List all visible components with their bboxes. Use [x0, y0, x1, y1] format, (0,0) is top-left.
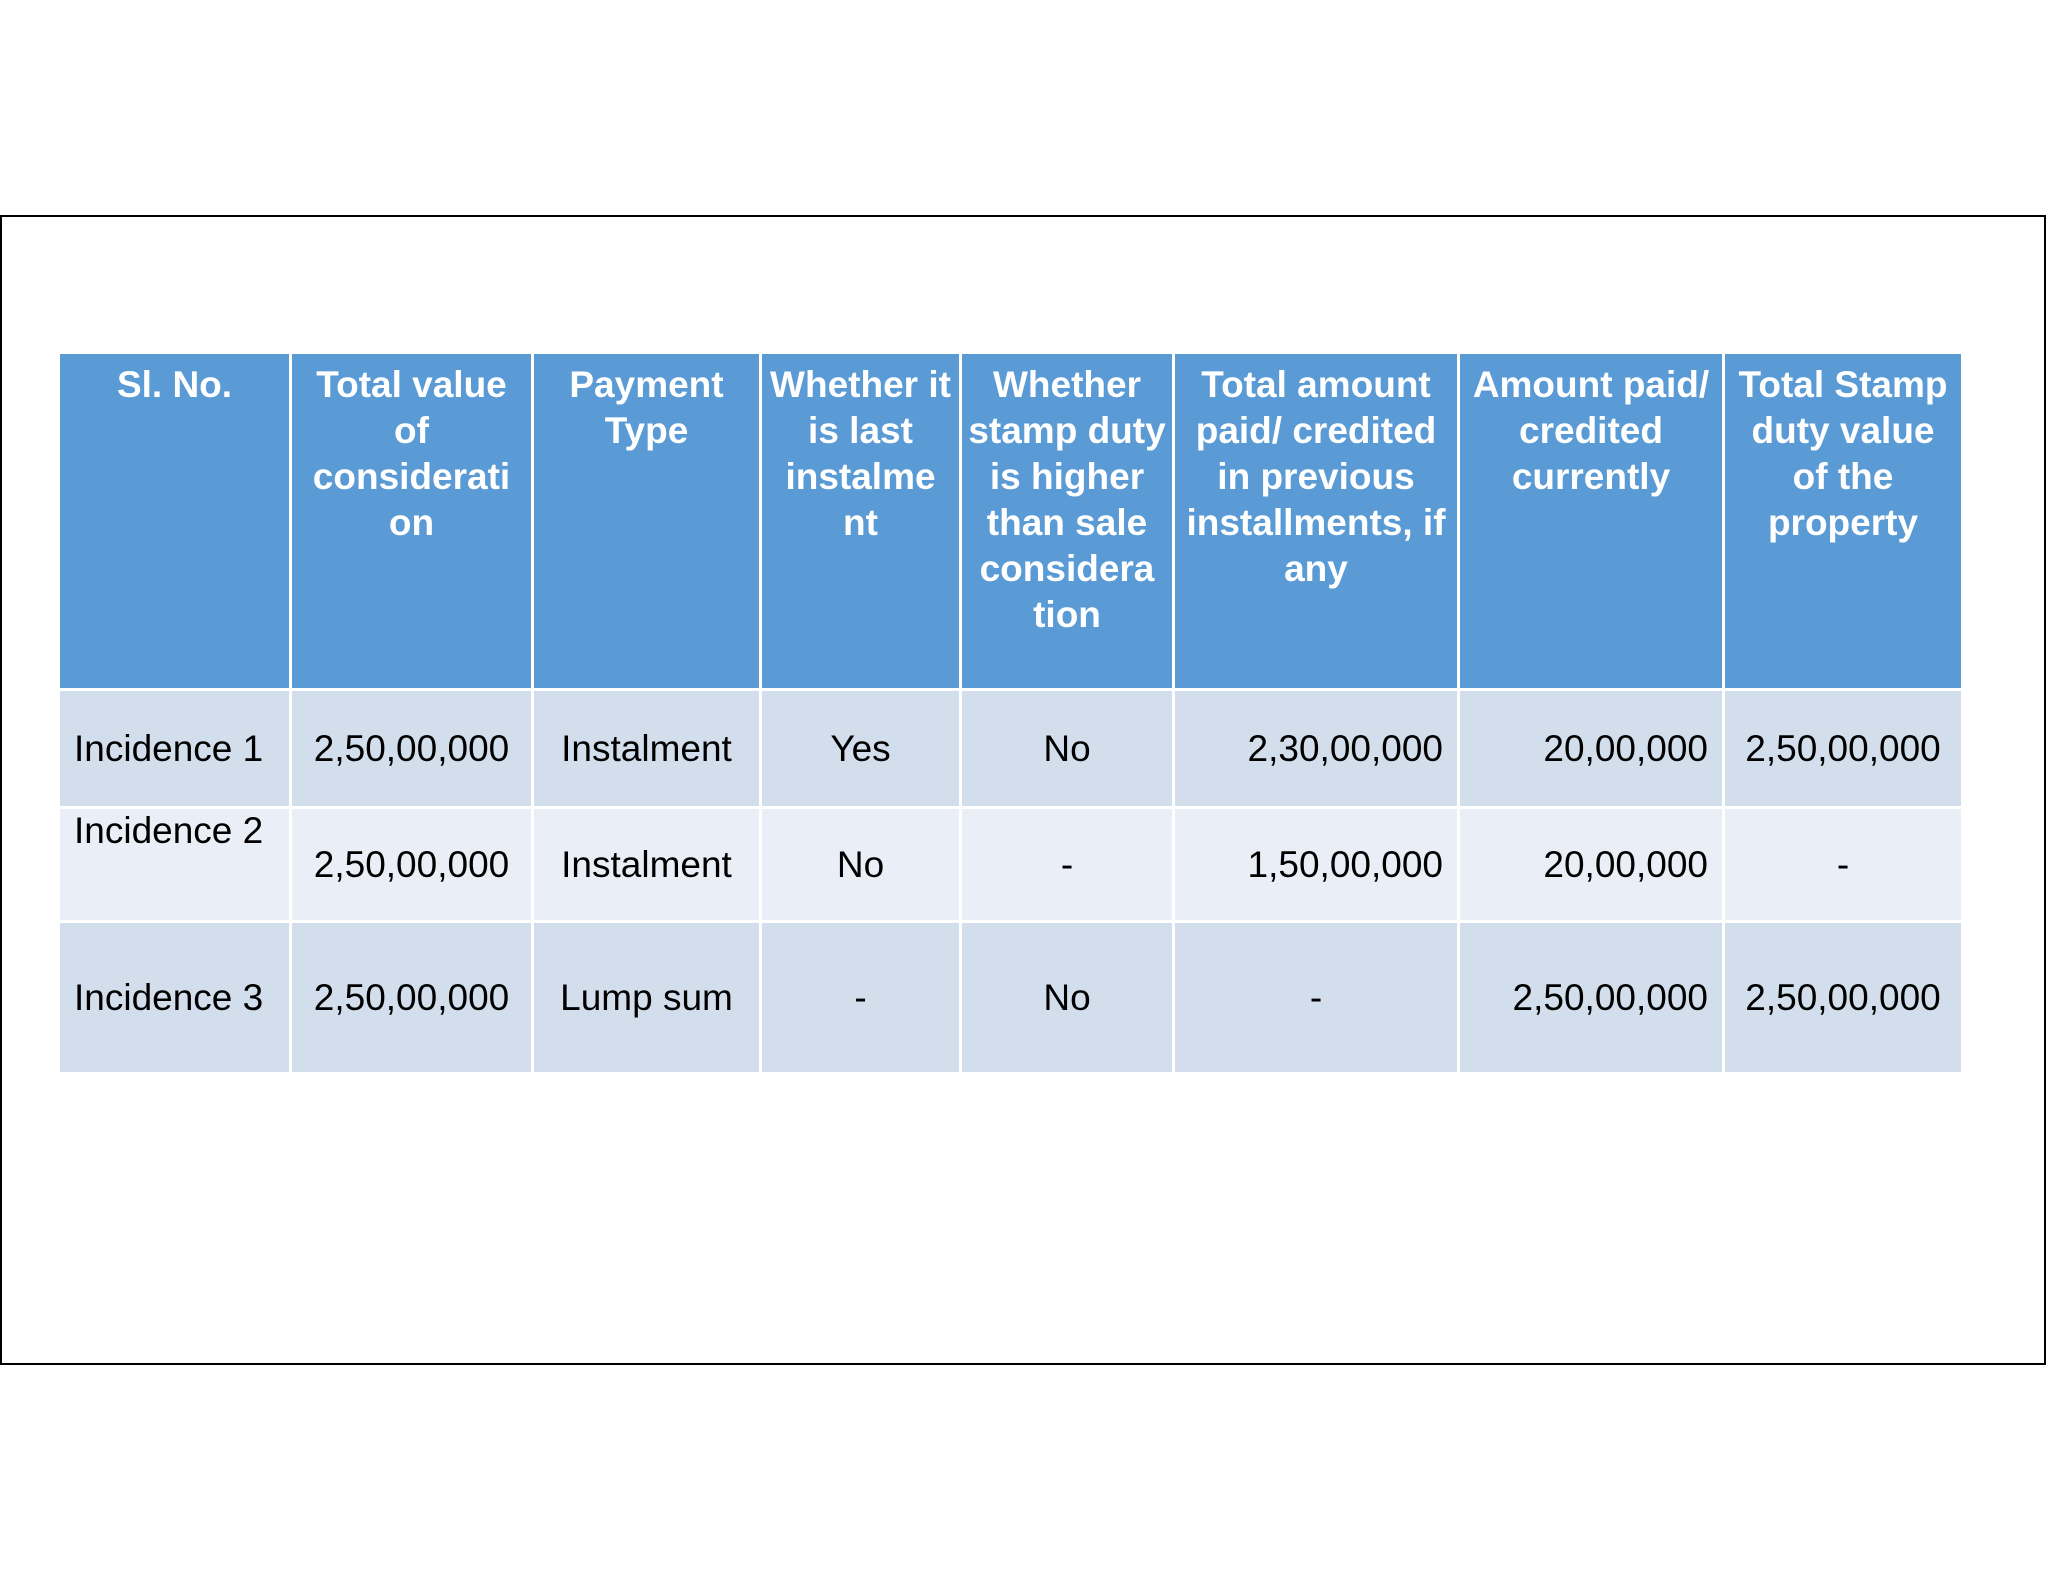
table-row [59, 690, 1963, 808]
cell-total-amount-previous: 1,50,00,000 [1174, 808, 1459, 922]
cell-stamp-duty-value: - [1724, 808, 1963, 922]
cell-stamp-duty-higher: No [961, 922, 1174, 1074]
cell-amount-current: 20,00,000 [1459, 690, 1724, 808]
cell-stamp-duty-higher: - [961, 808, 1174, 922]
cell-payment-type: Instalment [533, 690, 761, 808]
cell-total-value: 2,50,00,000 [291, 922, 533, 1074]
cell-stamp-duty-value: 2,50,00,000 [1724, 922, 1963, 1074]
header-payment-type: Payment Type [533, 353, 761, 690]
header-row [59, 353, 1963, 690]
header-sl-no: Sl. No. [59, 353, 291, 690]
data-table [57, 351, 1964, 1075]
cell-total-value: 2,50,00,000 [291, 690, 533, 808]
table-row [59, 808, 1963, 922]
cell-last-instalment: Yes [761, 690, 961, 808]
header-amount-current: Amount paid/ credited currently [1459, 353, 1724, 690]
cell-total-amount-previous: 2,30,00,000 [1174, 690, 1459, 808]
header-total-amount-previous: Total amount paid/ credited in previous installments, if any [1174, 353, 1459, 690]
cell-last-instalment: No [761, 808, 961, 922]
cell-total-value: 2,50,00,000 [291, 808, 533, 922]
cell-total-amount-previous: - [1174, 922, 1459, 1074]
header-stamp-duty-higher: Whether stamp duty is higher than sale considera tion [961, 353, 1174, 690]
cell-payment-type: Lump sum [533, 922, 761, 1074]
cell-sl-no: Incidence 1 [59, 690, 291, 808]
cell-sl-no: Incidence 2 [59, 808, 291, 922]
cell-amount-current: 2,50,00,000 [1459, 922, 1724, 1074]
cell-stamp-duty-higher: No [961, 690, 1174, 808]
cell-amount-current: 20,00,000 [1459, 808, 1724, 922]
cell-last-instalment: - [761, 922, 961, 1074]
cell-sl-no: Incidence 3 [59, 922, 291, 1074]
header-stamp-duty-value: Total Stamp duty value of the property [1724, 353, 1963, 690]
header-last-instalment: Whether it is last instalme nt [761, 353, 961, 690]
table-row [59, 922, 1963, 1074]
cell-payment-type: Instalment [533, 808, 761, 922]
cell-stamp-duty-value: 2,50,00,000 [1724, 690, 1963, 808]
header-total-value-of-consideration: Total value of considerati on [291, 353, 533, 690]
